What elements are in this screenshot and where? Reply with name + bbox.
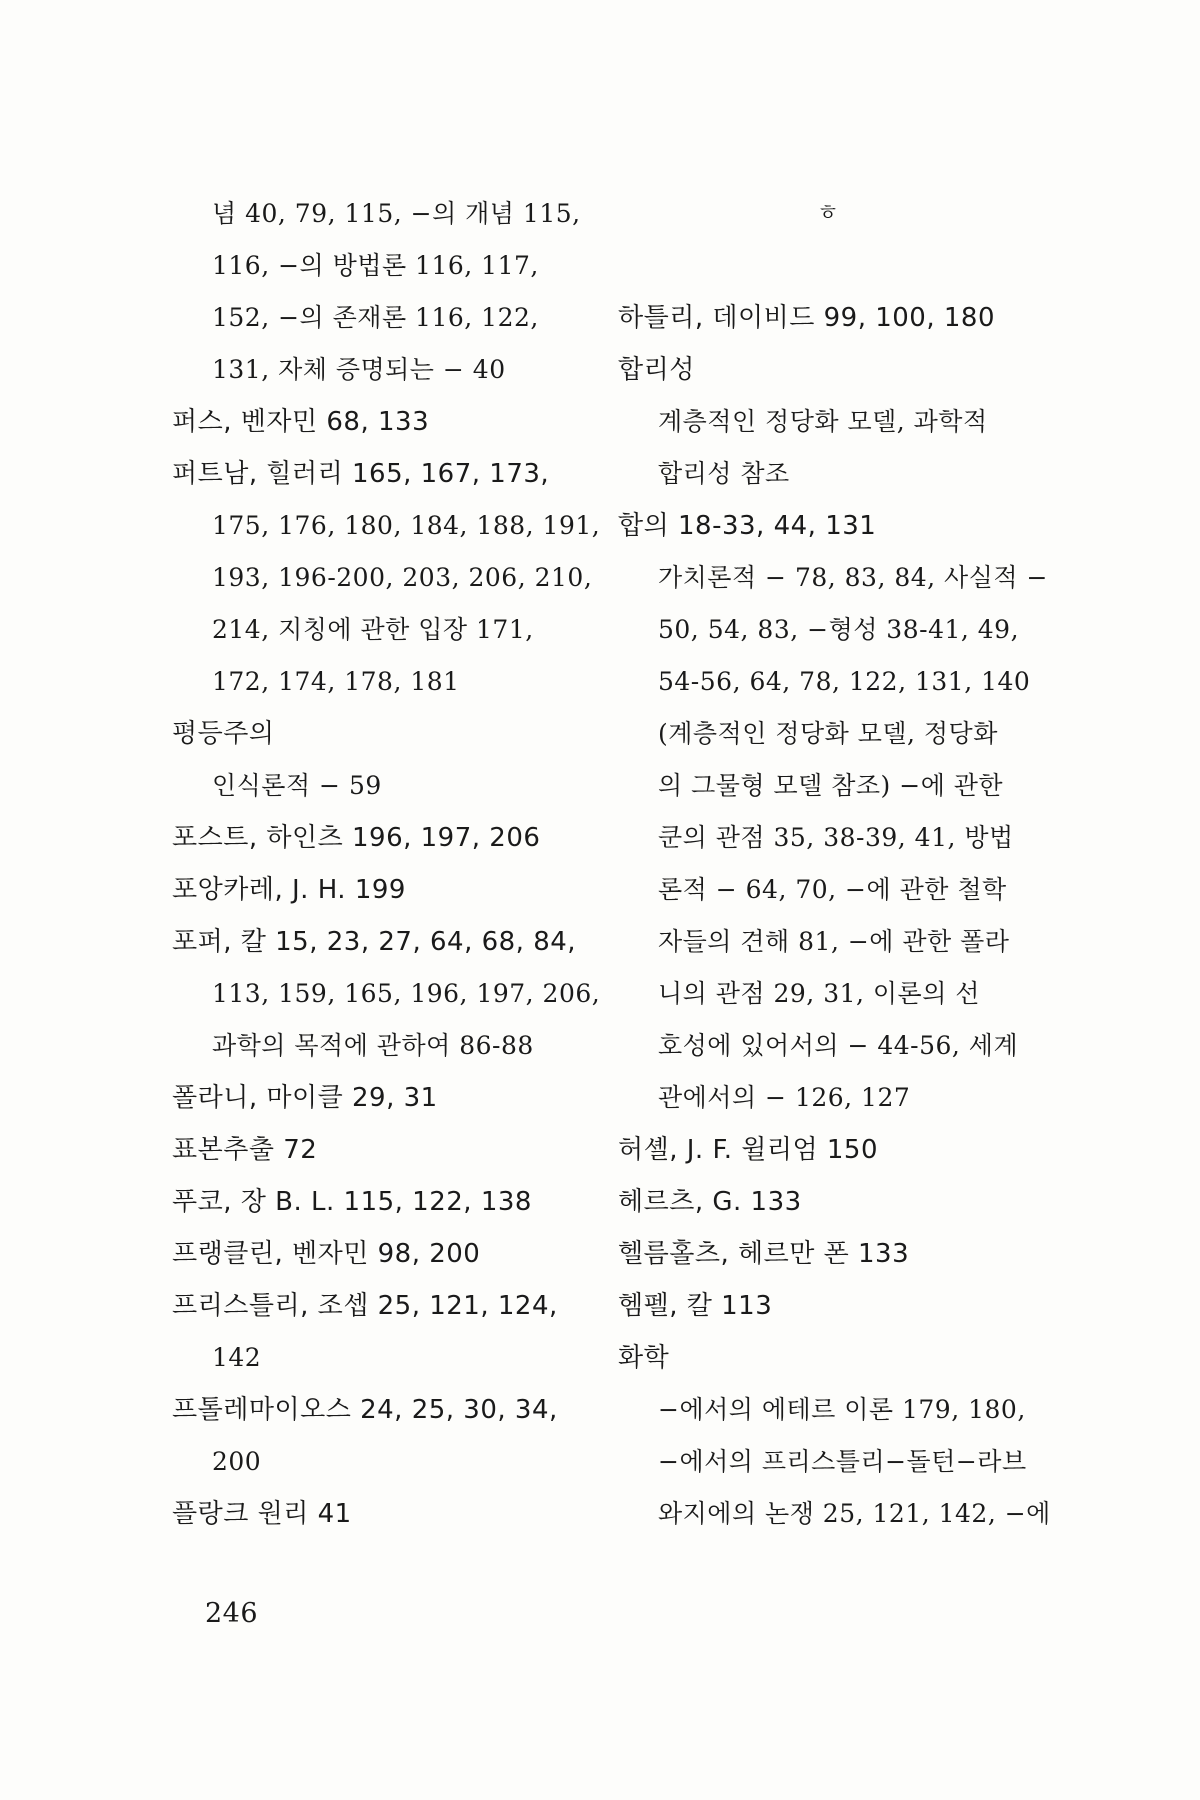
page-number: 246 — [205, 1598, 259, 1629]
index-subentry: −에서의 에테르 이론 179, 180, — [658, 1395, 1026, 1424]
index-subentry: −에서의 프리스틀리−돌턴−라브 — [658, 1447, 1027, 1476]
index-entry: 포앙카레, J. H. 199 — [172, 875, 406, 905]
index-subentry: 와지에의 논쟁 25, 121, 142, −에 — [658, 1499, 1051, 1528]
index-entry: 프랭클린, 벤자민 98, 200 — [172, 1239, 481, 1269]
index-entry: 헤르츠, G. 133 — [618, 1187, 802, 1217]
index-entry: 허셸, J. F. 윌리엄 150 — [618, 1135, 879, 1165]
index-entry: 포퍼, 칼 15, 23, 27, 64, 68, 84, — [172, 927, 577, 957]
index-entry: 플랑크 원리 41 — [172, 1499, 352, 1529]
index-entry: 폴라니, 마이클 29, 31 — [172, 1083, 438, 1113]
index-entry: 합리성 — [618, 355, 695, 385]
index-subentry: 의 그물형 모델 참조) −에 관한 — [658, 771, 1004, 800]
index-subentry: 152, −의 존재론 116, 122, — [212, 303, 539, 332]
index-subentry: 가치론적 − 78, 83, 84, 사실적 − — [658, 563, 1048, 592]
index-subentry: 자들의 견해 81, −에 관한 폴라 — [658, 927, 1010, 956]
index-entry: 평등주의 — [172, 719, 275, 749]
index-subentry: 쿤의 관점 35, 38-39, 41, 방법 — [658, 823, 1014, 852]
index-subentry: 214, 지칭에 관한 입장 171, — [212, 615, 534, 644]
index-entry: 화학 — [618, 1343, 670, 1373]
index-subentry: 호성에 있어서의 − 44-56, 세계 — [658, 1031, 1019, 1060]
index-subentry: 계층적인 정당화 모델, 과학적 — [658, 407, 988, 436]
index-column-left — [172, 188, 601, 1540]
index-subentry: 론적 − 64, 70, −에 관한 철학 — [658, 875, 1007, 904]
index-entry: 프리스틀리, 조셉 25, 121, 124, — [172, 1291, 558, 1321]
index-subentry: 인식론적 − 59 — [212, 771, 382, 800]
index-subentry: (계층적인 정당화 모델, 정당화 — [658, 719, 998, 748]
index-subentry: 54-56, 64, 78, 122, 131, 140 — [658, 667, 1031, 696]
index-subentry: 과학의 목적에 관하여 86-88 — [212, 1031, 534, 1060]
index-subentry: 관에서의 − 126, 127 — [658, 1083, 911, 1112]
index-entry: 합의 18-33, 44, 131 — [618, 511, 877, 541]
index-entry: 헬름홀츠, 헤르만 폰 133 — [618, 1239, 910, 1269]
index-subentry: 193, 196-200, 203, 206, 210, — [212, 563, 593, 592]
index-subentry: 합리성 참조 — [658, 459, 790, 488]
blank-line — [618, 240, 1038, 292]
index-column-right — [618, 188, 1051, 1540]
index-entry: 프톨레마이오스 24, 25, 30, 34, — [172, 1395, 558, 1425]
index-entry: 표본추출 72 — [172, 1135, 318, 1165]
index-entry: 푸코, 장 B. L. 115, 122, 138 — [172, 1187, 532, 1217]
index-subentry: 113, 159, 165, 196, 197, 206, — [212, 979, 601, 1008]
index-subentry: 175, 176, 180, 184, 188, 191, — [212, 511, 601, 540]
index-entry: 헴펠, 칼 113 — [618, 1291, 773, 1321]
index-subentry: 념 40, 79, 115, −의 개념 115, — [212, 199, 581, 228]
index-entry: 퍼스, 벤자민 68, 133 — [172, 407, 430, 437]
index-entry: 포스트, 하인츠 196, 197, 206 — [172, 823, 541, 853]
index-subentry: 50, 54, 83, −형성 38-41, 49, — [658, 615, 1020, 644]
index-subentry: 니의 관점 29, 31, 이론의 선 — [658, 979, 980, 1008]
index-subentry: 172, 174, 178, 181 — [212, 667, 460, 696]
index-subentry: 200 — [212, 1447, 262, 1476]
index-subentry: 131, 자체 증명되는 − 40 — [212, 355, 506, 384]
section-letter: ㅎ — [817, 201, 839, 226]
index-entry: 하틀리, 데이비드 99, 100, 180 — [618, 303, 996, 333]
index-subentry: 116, −의 방법론 116, 117, — [212, 251, 539, 280]
index-entry: 퍼트남, 힐러리 165, 167, 173, — [172, 459, 550, 489]
index-subentry: 142 — [212, 1343, 262, 1372]
